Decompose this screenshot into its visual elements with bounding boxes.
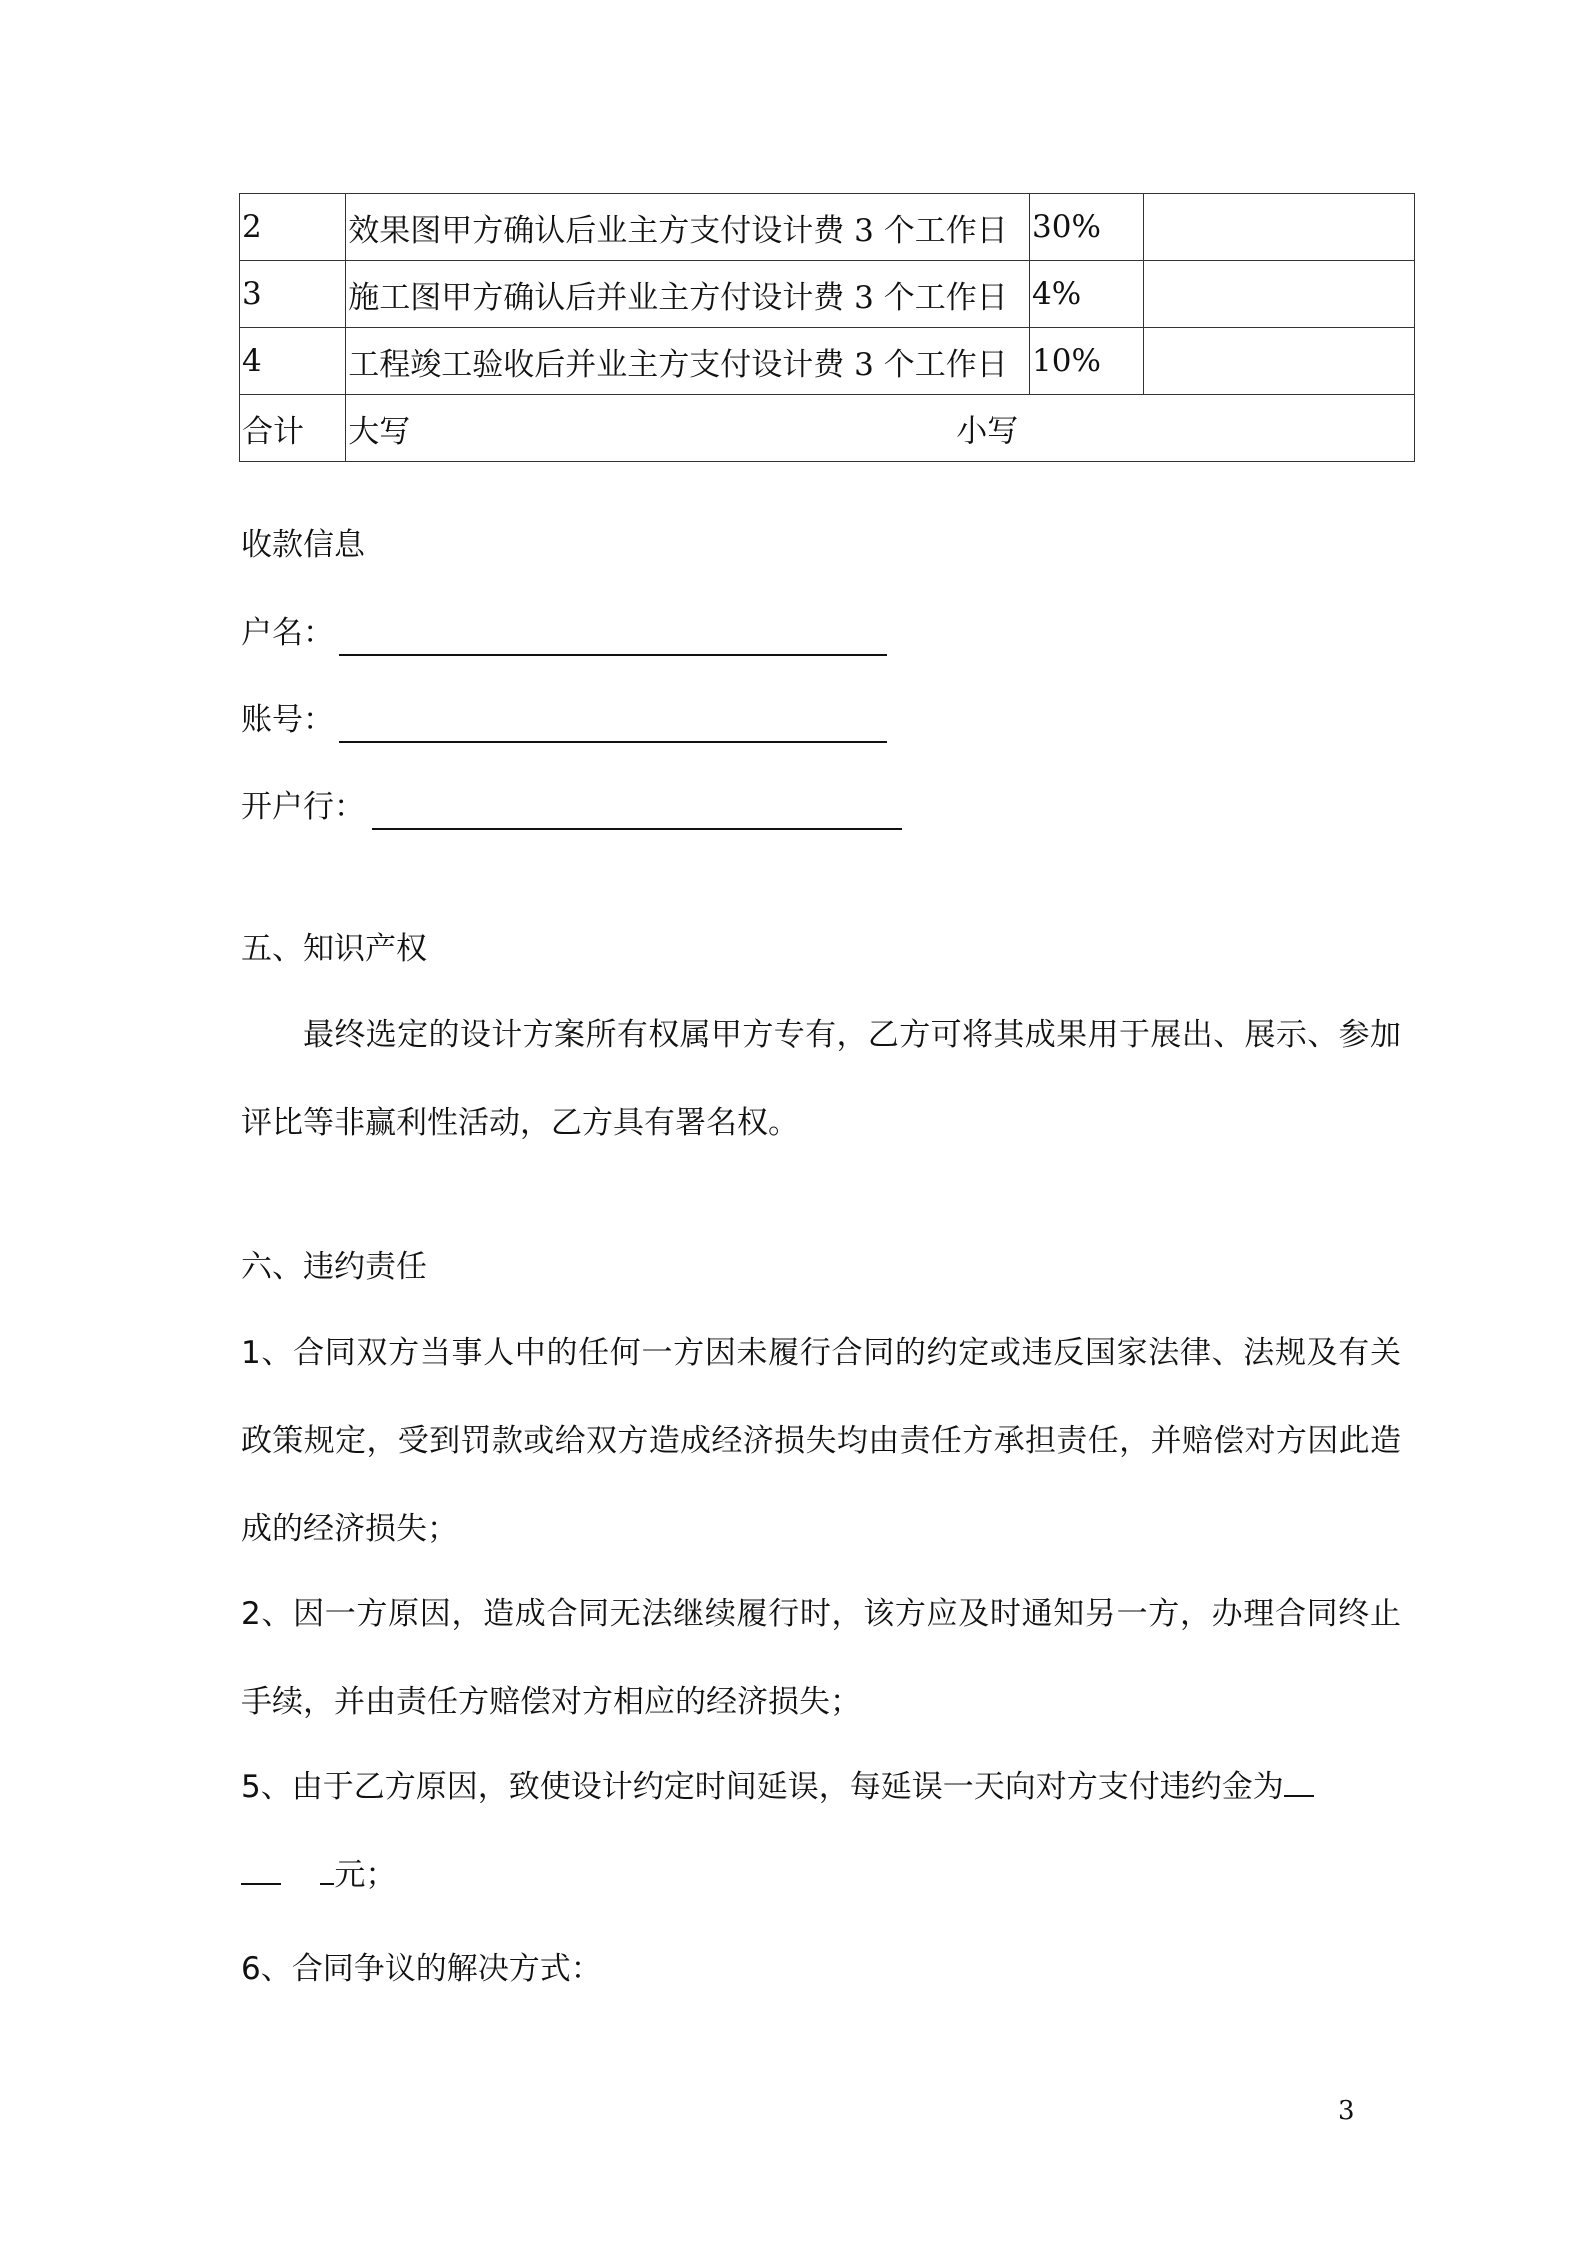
payee-heading: 收款信息 (241, 527, 365, 563)
payment-percent: 10% (1030, 328, 1144, 395)
total-row (240, 395, 1415, 462)
payment-amount (1144, 328, 1415, 395)
total-label: 合计 (240, 395, 346, 462)
table-row (240, 261, 1415, 328)
lowercase-amount-label: 小写 (956, 413, 1019, 450)
row-number: 2 (240, 194, 346, 261)
payment-percent: 30% (1030, 194, 1144, 261)
bank-label: 开户行： (241, 789, 365, 825)
payment-percent: 4% (1030, 261, 1144, 328)
row-number: 3 (240, 261, 346, 328)
account-name-label: 户名： (241, 615, 334, 651)
section6-item1: 1、合同双方当事人中的任何一方因未履行合同的约定或违反国家法律、法规及有关政策规定，受到罚款或给双方造成经济损失均由责任方承担责任，并赔偿对方因此造成的经济损失； (241, 1335, 1401, 1547)
payment-amount (1144, 194, 1415, 261)
uppercase-amount-label: 大写 (348, 413, 411, 450)
account-no-field[interactable] (339, 741, 887, 743)
item5-suffix: 元； (334, 1857, 397, 1893)
section5-heading: 五、知识产权 (241, 931, 427, 967)
penalty-amount-blank[interactable] (241, 1853, 281, 1885)
account-name-field[interactable] (339, 654, 887, 656)
payment-amount (1144, 261, 1415, 328)
section6-item6: 6、合同争议的解决方式： (241, 1951, 602, 1987)
section5-body: 最终选定的设计方案所有权属甲方专有，乙方可将其成果用于展出、展示、参加评比等非赢利性活动，乙方具有署名权。 (241, 1017, 1401, 1141)
payment-condition: 施工图甲方确认后并业主方付设计费 3 个工作日 (346, 261, 1030, 328)
section6-item5 (241, 1743, 1401, 1919)
table-row (240, 328, 1415, 395)
penalty-amount-blank[interactable] (1284, 1765, 1314, 1797)
payment-condition: 效果图甲方确认后业主方支付设计费 3 个工作日 (346, 194, 1030, 261)
total-amount-cell (346, 395, 1415, 462)
payment-schedule-table (239, 193, 1415, 462)
item5-prefix: 5、由于乙方原因，致使设计约定时间延误，每延误一天向对方支付违约金为 (241, 1769, 1284, 1805)
payment-condition: 工程竣工验收后并业主方支付设计费 3 个工作日 (346, 328, 1030, 395)
page-number: 3 (1338, 2096, 1355, 2126)
account-no-label: 账号： (241, 702, 334, 738)
bank-field[interactable] (372, 828, 902, 830)
section6-heading: 六、违约责任 (241, 1249, 427, 1285)
row-number: 4 (240, 328, 346, 395)
table-row (240, 194, 1415, 261)
section6-item2: 2、因一方原因，造成合同无法继续履行时，该方应及时通知另一方，办理合同终止手续，并由责任方赔偿对方相应的经济损失； (241, 1596, 1401, 1720)
penalty-amount-blank[interactable] (320, 1853, 334, 1885)
